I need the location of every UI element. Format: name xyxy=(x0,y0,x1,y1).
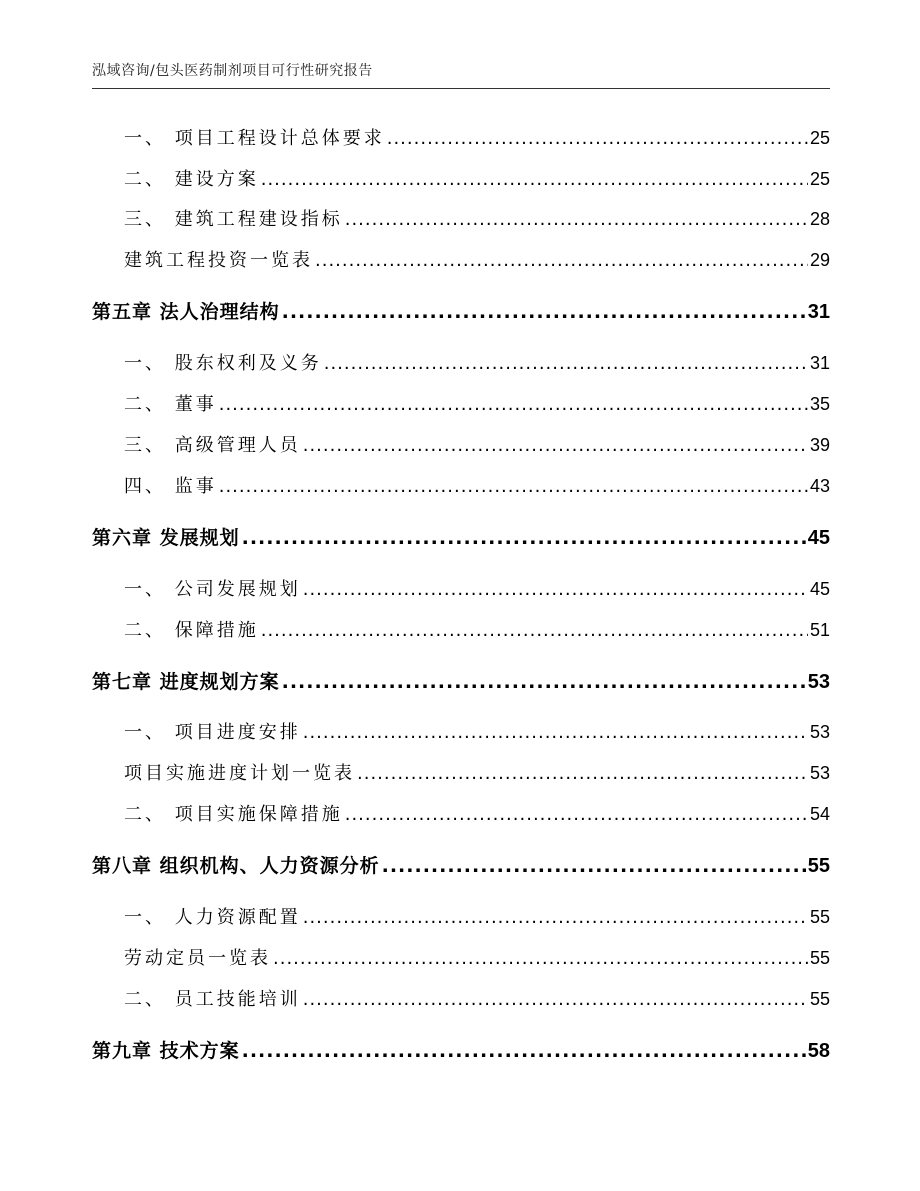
toc-leader-dots xyxy=(242,527,806,549)
toc-chapter-page: 53 xyxy=(807,671,830,693)
toc-leader-dots xyxy=(324,353,808,374)
toc-chapter-page: 55 xyxy=(807,855,830,877)
toc-entry[interactable] xyxy=(92,903,830,929)
toc-entry[interactable] xyxy=(92,472,830,498)
toc-entry[interactable] xyxy=(92,616,830,642)
toc-leader-dots xyxy=(219,476,808,497)
toc-entry-label: 三、 建筑工程建设指标 xyxy=(124,209,343,230)
toc-chapter-page: 45 xyxy=(807,527,830,549)
toc-chapter-label: 第八章 组织机构、人力资源分析 xyxy=(92,855,380,877)
toc-entry-page: 25 xyxy=(809,169,830,189)
toc-entry[interactable] xyxy=(92,944,830,970)
toc-leader-dots xyxy=(242,1040,806,1062)
toc-leader-dots xyxy=(261,169,808,190)
running-header: 泓域咨询/包头医药制剂项目可行性研究报告 xyxy=(92,63,373,79)
toc-entry[interactable] xyxy=(92,718,830,744)
toc-chapter-page: 58 xyxy=(807,1040,830,1062)
toc-chapter-page: 31 xyxy=(807,301,830,323)
toc-entry-page: 45 xyxy=(809,579,830,599)
toc-chapter-entry[interactable] xyxy=(92,1036,830,1063)
toc-entry-page: 55 xyxy=(809,907,830,927)
toc-entry-page: 54 xyxy=(809,804,830,824)
toc-leader-dots xyxy=(282,671,806,693)
toc-entry-page: 55 xyxy=(809,989,830,1009)
toc-leader-dots xyxy=(303,435,808,456)
toc-entry-label: 一、 项目进度安排 xyxy=(124,722,301,743)
toc-chapter-entry[interactable] xyxy=(92,523,830,550)
toc-entry[interactable] xyxy=(92,800,830,826)
toc-entry-page: 25 xyxy=(809,128,830,148)
toc-leader-dots xyxy=(273,948,808,969)
toc-leader-dots xyxy=(282,301,806,323)
toc-entry-page: 31 xyxy=(809,353,830,373)
toc-leader-dots xyxy=(303,579,808,600)
toc-entry[interactable] xyxy=(92,759,830,785)
toc-leader-dots xyxy=(303,722,808,743)
toc-leader-dots xyxy=(261,620,808,641)
toc-entry-label: 一、 人力资源配置 xyxy=(124,907,301,928)
toc-entry-label: 二、 保障措施 xyxy=(124,620,259,641)
toc-entry[interactable] xyxy=(92,390,830,416)
toc-entry[interactable] xyxy=(92,349,830,375)
toc-chapter-entry[interactable] xyxy=(92,851,830,878)
toc-chapter-label: 第六章 发展规划 xyxy=(92,527,240,549)
toc-entry-label: 一、 公司发展规划 xyxy=(124,579,301,600)
toc-entry-page: 43 xyxy=(809,476,830,496)
toc-entry-page: 29 xyxy=(809,250,830,270)
toc-entry-page: 55 xyxy=(809,948,830,968)
toc-entry[interactable] xyxy=(92,124,830,150)
toc-leader-dots xyxy=(219,394,808,415)
toc-entry-page: 39 xyxy=(809,435,830,455)
toc-leader-dots xyxy=(345,804,808,825)
toc-leader-dots xyxy=(357,763,808,784)
header-rule xyxy=(92,88,830,89)
toc-entry[interactable] xyxy=(92,205,830,231)
toc-entry[interactable] xyxy=(92,985,830,1011)
toc-chapter-entry[interactable] xyxy=(92,297,830,324)
toc-entry-page: 51 xyxy=(809,620,830,640)
toc-chapter-entry[interactable] xyxy=(92,667,830,694)
toc-entry-label: 一、 项目工程设计总体要求 xyxy=(124,128,385,149)
toc-entry-page: 28 xyxy=(809,209,830,229)
toc-entry-label: 二、 董事 xyxy=(124,394,217,415)
toc-entry-label: 项目实施进度计划一览表 xyxy=(124,763,355,784)
toc-chapter-label: 第七章 进度规划方案 xyxy=(92,671,280,693)
toc-entry-label: 建筑工程投资一览表 xyxy=(124,250,313,271)
toc-entry-label: 一、 股东权利及义务 xyxy=(124,353,322,374)
toc-entry[interactable] xyxy=(92,431,830,457)
toc-leader-dots xyxy=(315,250,808,271)
toc-entry-page: 53 xyxy=(809,763,830,783)
toc-entry-label: 二、 项目实施保障措施 xyxy=(124,804,343,825)
toc-leader-dots xyxy=(303,907,808,928)
toc-entry-label: 劳动定员一览表 xyxy=(124,948,271,969)
toc-leader-dots xyxy=(345,209,808,230)
toc-entry-label: 二、 员工技能培训 xyxy=(124,989,301,1010)
toc-entry-page: 53 xyxy=(809,722,830,742)
toc-chapter-label: 第九章 技术方案 xyxy=(92,1040,240,1062)
toc-entry[interactable] xyxy=(92,246,830,272)
toc-entry[interactable] xyxy=(92,575,830,601)
toc-entry-label: 二、 建设方案 xyxy=(124,169,259,190)
toc-entry[interactable] xyxy=(92,165,830,191)
toc-entry-page: 35 xyxy=(809,394,830,414)
toc-entry-label: 四、 监事 xyxy=(124,476,217,497)
toc-leader-dots xyxy=(382,855,806,877)
toc-leader-dots xyxy=(303,989,808,1010)
toc-entry-label: 三、 高级管理人员 xyxy=(124,435,301,456)
toc-chapter-label: 第五章 法人治理结构 xyxy=(92,301,280,323)
toc-leader-dots xyxy=(387,128,808,149)
